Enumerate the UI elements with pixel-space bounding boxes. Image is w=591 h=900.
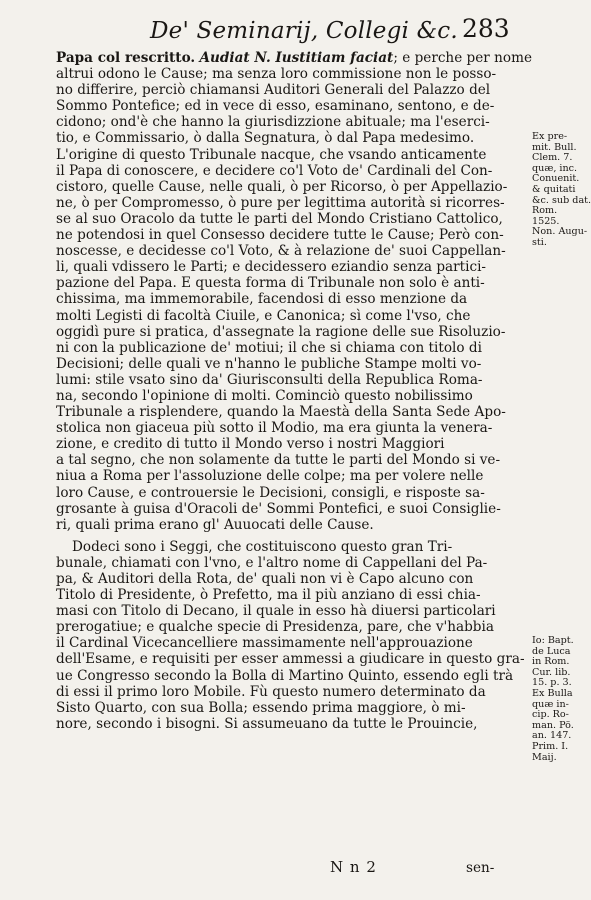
note-line: mit. Bull. xyxy=(532,141,577,153)
gathering-signature: N n 2 xyxy=(330,858,377,876)
text-line: zione, e credito di tutto il Mondo verso i nostri Maggiori xyxy=(56,436,445,453)
note-line: Clem. 7. xyxy=(532,152,573,164)
text-line: lumi: stile vsato sino da' Giurisconsulti della Republica Roma- xyxy=(56,371,483,388)
text-fragment: ; e perche per nome xyxy=(393,50,532,66)
text-line: grosante à guisa d'Oracoli de' Sommi Pontefici, e suoi Consiglie- xyxy=(56,500,501,517)
text-line: ne, ò per Compromesso, ò pure per legittima autorità si ricorres- xyxy=(56,194,505,211)
margin-note-bull-clement xyxy=(532,131,591,249)
text-line: tio, e Commissario, ò dalla Segnatura, ò dal Papa medesimo. xyxy=(56,130,475,147)
text-line: noscesse, e decidesse co'l Voto, & à relazione de' suoi Cappellan- xyxy=(56,243,506,260)
note-line: Non. Augu- xyxy=(532,226,588,238)
text-line: cistoro, quelle Cause, nelle quali, ò per Ricorso, ò per Appellazio- xyxy=(56,178,508,195)
text-line: Sisto Quarto, con sua Bolla; essendo prima maggiore, ò mi- xyxy=(56,699,466,716)
text-line: ri, quali prima erano gl' Auuocati delle Cause. xyxy=(56,516,374,533)
note-line: Prim. I. xyxy=(532,740,569,752)
text-line: Tribunale a risplendere, quando la Maestà della Santa Sede Apo- xyxy=(56,404,506,421)
text-line: bunale, chiamati con l'vno, e l'altro nome di Cappellani del Pa- xyxy=(56,554,488,571)
text-line: il Papa di conoscere, e decidere co'l Voto de' Cardinali del Con- xyxy=(56,162,493,179)
note-line: 1525. xyxy=(532,215,560,227)
text-line: pazione del Papa. E questa forma di Tribunale non solo è anti- xyxy=(56,275,485,292)
text-line: cidono; ond'è che hanno la giurisdizzione abituale; ma l'eserci- xyxy=(56,114,490,131)
page-number: 283 xyxy=(462,14,510,43)
text-line: loro Cause, e controuersie le Decisioni, consigli, e risposte sa- xyxy=(56,484,485,501)
note-line: &c. sub dat. xyxy=(532,194,591,206)
note-line: Maij. xyxy=(532,751,557,763)
text-line: Decisioni; delle quali ve n'hanno le publiche Stampe molti vo- xyxy=(56,355,482,372)
text-line: dell'Esame, e requisiti per esser ammessi a giudicare in questo gra- xyxy=(56,651,525,668)
text-line: chissima, ma immemorabile, facendosi di esso menzione da xyxy=(56,291,468,308)
text-line: li, quali vdissero le Parti; e decidessero eziandio senza partici- xyxy=(56,259,487,276)
note-line: an. 147. xyxy=(532,730,572,742)
latin-quote: Audiat N. Iustitiam faciat xyxy=(199,50,394,66)
paragraph-2 xyxy=(56,539,528,732)
text-line: a tal segno, che non solamente da tutte le parti del Mondo si ve- xyxy=(56,452,501,469)
text-line: ne potendosi in quel Consesso decidere tutte le Cause; Però con- xyxy=(56,227,504,244)
text-line: Titolo di Presidente, ò Prefetto, ma il più anziano di essi chia- xyxy=(56,587,481,604)
text-line: il Cardinal Vicecancelliere massimamente nell'approuazione xyxy=(56,635,473,652)
note-line: Cur. lib. xyxy=(532,666,571,678)
margin-note-de-luca xyxy=(532,636,582,763)
note-line: Ex Bulla xyxy=(532,687,573,699)
main-text-column xyxy=(56,50,532,732)
note-line: de Luca xyxy=(532,645,571,657)
note-line: quæ, inc. xyxy=(532,162,578,174)
text-line: Dodeci sono i Seggi, che costituiscono questo gran Tri- xyxy=(72,538,453,555)
text-line: niua a Roma per l'assoluzione delle colpe; ma per volere nelle xyxy=(56,468,484,485)
page-footer xyxy=(0,858,584,882)
text-line: se al suo Oracolo da tutte le parti del Mondo Cristiano Cattolico, xyxy=(56,210,503,227)
note-line: 15. p. 3. xyxy=(532,677,572,689)
note-line: man. Pö. xyxy=(532,719,574,731)
note-line: Conuenit. xyxy=(532,173,580,185)
running-title: De' Seminarij, Collegi &c. xyxy=(150,18,458,44)
text-line: no differire, perciò chiamansi Auditori Generali del Palazzo del xyxy=(56,82,491,99)
text-line: prerogatiue; e qualche specie di Presidenza, pare, che v'habbia xyxy=(56,619,494,636)
text-line: molti Legisti di facoltà Ciuile, e Canonica; sì come l'vso, che xyxy=(56,307,471,324)
paragraph-1 xyxy=(56,50,532,533)
note-line: Rom. xyxy=(532,205,558,217)
text-line: pa, & Auditori della Rota, de' quali non vi è Capo alcuno con xyxy=(56,571,474,587)
text-line: altrui odono le Cause; ma senza loro commissione non le posso- xyxy=(56,66,497,83)
text-line: ue Congresso secondo la Bolla di Martino Quinto, essendo egli trà xyxy=(56,667,514,684)
text-line: di essi il primo loro Mobile. Fù questo numero determinato da xyxy=(56,683,486,700)
text-line: masi con Titolo di Decano, il quale in esso hà diuersi particolari xyxy=(56,603,496,620)
text-line: stolica non giaceua più sotto il Modio, ma era giunta la venera- xyxy=(56,420,493,437)
note-line: Ex pre- xyxy=(532,131,568,142)
text-line: oggidì pure si pratica, d'assegnate la ragione delle sue Risoluzio- xyxy=(56,323,506,340)
note-line: & quitati xyxy=(532,183,576,195)
text-line: L'origine di questo Tribunale nacque, che vsando anticamente xyxy=(56,146,487,163)
text-line: nore, secondo i bisogni. Si assumeuano da tutte le Prouincie, xyxy=(56,715,478,732)
note-line: cip. Ro- xyxy=(532,709,569,721)
lead-phrase: Papa col rescritto. xyxy=(56,50,196,66)
text-line: ni con la publicazione de' motiui; il che si chiama con titolo di xyxy=(56,339,482,356)
note-line: in Rom. xyxy=(532,656,570,668)
note-line: quæ in- xyxy=(532,698,569,710)
page-header xyxy=(0,14,584,54)
note-line: sti. xyxy=(532,236,547,248)
catchword: sen- xyxy=(466,860,495,876)
text-line: na, secondo l'opinione di molti. Cominciò questo nobilissimo xyxy=(56,387,473,404)
text-line xyxy=(56,50,532,66)
note-line: Io: Bapt. xyxy=(532,635,574,646)
text-line: Sommo Pontefice; ed in vece di esso, esaminano, sentono, e de- xyxy=(56,98,495,115)
